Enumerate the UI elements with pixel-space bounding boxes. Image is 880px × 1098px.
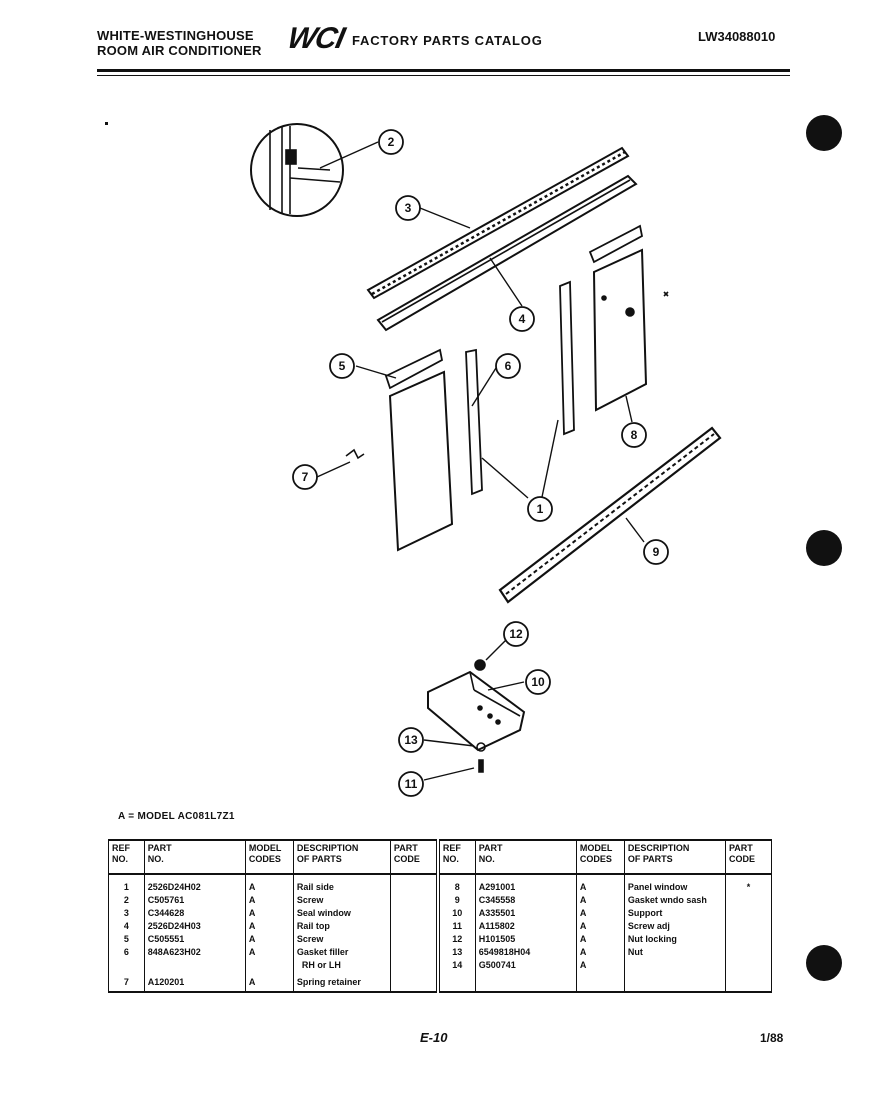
description-cell: Rail side	[293, 874, 390, 894]
description-cell: Gasket filler	[293, 946, 390, 959]
part-code-cell	[390, 972, 438, 992]
description-cell: Screw	[293, 894, 390, 907]
callout-4	[510, 307, 534, 331]
part-code-cell: *	[725, 874, 771, 894]
catalog-title: FACTORY PARTS CATALOG	[352, 33, 543, 48]
table-row	[109, 907, 772, 920]
part-code-cell	[390, 894, 438, 907]
part-code-cell	[390, 907, 438, 920]
svg-text:1: 1	[536, 502, 544, 516]
ref-cell: 12	[438, 933, 475, 946]
svg-text:10: 10	[531, 675, 545, 689]
model-code-cell	[576, 972, 624, 992]
part-code-cell	[725, 907, 771, 920]
ref-cell: 5	[109, 933, 145, 946]
page-number: E-10	[420, 1030, 448, 1045]
col-ref-header-right: REF NO.	[438, 840, 475, 874]
svg-text:12: 12	[509, 627, 523, 641]
table-row	[109, 874, 772, 894]
col-part-header: PART NO.	[144, 840, 245, 874]
model-code-cell: A	[245, 946, 293, 959]
ref-cell: 14	[438, 959, 475, 972]
ref-cell: 7	[109, 972, 145, 992]
part-no-cell: G500741	[475, 959, 576, 972]
wci-logo: WCI	[284, 22, 347, 55]
callout-11	[399, 772, 423, 796]
ref-cell: 3	[109, 907, 145, 920]
part-code-cell	[725, 946, 771, 959]
part-panel-right	[594, 250, 646, 410]
part-screw-adj	[479, 760, 483, 772]
table-row	[109, 972, 772, 992]
svg-text:8: 8	[630, 428, 638, 442]
col-model-header: MODEL CODES	[245, 840, 293, 874]
part-no-cell	[475, 972, 576, 992]
part-no-cell	[144, 959, 245, 972]
col-part-header-right: PART NO.	[475, 840, 576, 874]
svg-text:13: 13	[404, 733, 418, 747]
part-no-cell: A120201	[144, 972, 245, 992]
svg-text:11: 11	[404, 777, 418, 791]
description-cell: Seal window	[293, 907, 390, 920]
description-cell: Nut	[624, 946, 725, 959]
part-code-cell	[725, 959, 771, 972]
part-no-cell: A115802	[475, 920, 576, 933]
part-gasket-filler-right	[590, 226, 642, 262]
col-code-header-right: PART CODE	[725, 840, 771, 874]
svg-text:2: 2	[387, 135, 395, 149]
callout-8	[622, 423, 646, 447]
description-cell	[624, 972, 725, 992]
part-panel-left	[390, 372, 452, 550]
part-code-cell	[390, 933, 438, 946]
description-cell: Support	[624, 907, 725, 920]
brand-line-1: WHITE-WESTINGHOUSE	[97, 28, 254, 43]
model-code-cell	[245, 959, 293, 972]
model-code-cell: A	[245, 874, 293, 894]
description-cell	[624, 959, 725, 972]
part-no-cell: C344628	[144, 907, 245, 920]
parts-table	[108, 839, 772, 993]
part-code-cell	[725, 920, 771, 933]
svg-text:4: 4	[518, 312, 526, 326]
part-rail-side-left	[466, 350, 482, 494]
model-code-cell: A	[245, 972, 293, 992]
model-code-cell: A	[245, 920, 293, 933]
part-gasket-filler-left	[386, 350, 442, 388]
description-cell: Nut locking	[624, 933, 725, 946]
callout-7	[293, 465, 317, 489]
part-spring-retainer	[346, 450, 364, 458]
ref-cell: 13	[438, 946, 475, 959]
description-cell: Panel window	[624, 874, 725, 894]
part-support-bracket	[428, 672, 524, 750]
part-no-cell: 2526D24H02	[144, 874, 245, 894]
description-cell: Gasket wndo sash	[624, 894, 725, 907]
description-cell: Screw adj	[624, 920, 725, 933]
model-code-cell: A	[576, 933, 624, 946]
ref-cell	[438, 972, 475, 992]
col-model-header-right: MODEL CODES	[576, 840, 624, 874]
ref-cell: 6	[109, 946, 145, 959]
part-no-cell: 6549818H04	[475, 946, 576, 959]
part-rail-side-right	[560, 282, 574, 434]
col-ref-header: REF NO.	[109, 840, 145, 874]
ref-cell: 8	[438, 874, 475, 894]
part-seal-window	[368, 148, 628, 298]
model-code-cell: A	[245, 933, 293, 946]
description-cell: Screw	[293, 933, 390, 946]
callout-1	[528, 497, 552, 521]
ref-cell: 4	[109, 920, 145, 933]
ref-cell: 10	[438, 907, 475, 920]
model-code-cell: A	[576, 959, 624, 972]
callout-9	[644, 540, 668, 564]
part-nut-locking	[475, 660, 485, 670]
catalog-id: LW34088010	[698, 29, 776, 44]
ref-cell	[109, 959, 145, 972]
model-code-cell: A	[576, 874, 624, 894]
part-no-cell: A291001	[475, 874, 576, 894]
part-no-cell: 848A623H02	[144, 946, 245, 959]
svg-text:3: 3	[404, 201, 412, 215]
callout-2	[379, 130, 403, 154]
description-cell: Spring retainer	[293, 972, 390, 992]
svg-text:6: 6	[504, 359, 512, 373]
description-cell: RH or LH	[293, 959, 390, 972]
part-no-cell: C345558	[475, 894, 576, 907]
model-code-cell: A	[245, 907, 293, 920]
ref-cell: 9	[438, 894, 475, 907]
ref-cell: 11	[438, 920, 475, 933]
table-row	[109, 946, 772, 959]
part-code-cell	[390, 920, 438, 933]
catalog-date: 1/88	[760, 1031, 784, 1045]
model-code-cell: A	[245, 894, 293, 907]
part-code-cell	[390, 946, 438, 959]
svg-text:9: 9	[652, 545, 660, 559]
part-code-cell	[725, 933, 771, 946]
callout-6	[496, 354, 520, 378]
model-legend: A = MODEL AC081L7Z1	[118, 811, 235, 822]
callout-3	[396, 196, 420, 220]
table-row	[109, 894, 772, 907]
model-code-cell: A	[576, 894, 624, 907]
svg-text:7: 7	[301, 470, 309, 484]
ref-cell: 2	[109, 894, 145, 907]
part-no-cell: C505551	[144, 933, 245, 946]
callout-12	[504, 622, 528, 646]
part-code-cell	[725, 894, 771, 907]
part-no-cell: A335501	[475, 907, 576, 920]
callout-13	[399, 728, 423, 752]
part-no-cell: H101505	[475, 933, 576, 946]
table-row	[109, 920, 772, 933]
table-row	[109, 933, 772, 946]
part-no-cell: C505761	[144, 894, 245, 907]
part-code-cell	[390, 959, 438, 972]
brand-line-2: ROOM AIR CONDITIONER	[97, 43, 262, 58]
window-corner-detail	[251, 124, 343, 216]
model-code-cell: A	[576, 946, 624, 959]
svg-text:5: 5	[338, 359, 346, 373]
model-code-cell: A	[576, 907, 624, 920]
part-code-cell	[725, 972, 771, 992]
col-code-header: PART CODE	[390, 840, 438, 874]
parts-table-header	[109, 840, 772, 874]
callout-10	[526, 670, 550, 694]
description-cell: Rail top	[293, 920, 390, 933]
table-row	[109, 959, 772, 972]
col-desc-header-right: DESCRIPTION OF PARTS	[624, 840, 725, 874]
col-desc-header: DESCRIPTION OF PARTS	[293, 840, 390, 874]
ref-cell: 1	[109, 874, 145, 894]
callout-5	[330, 354, 354, 378]
part-no-cell: 2526D24H03	[144, 920, 245, 933]
part-code-cell	[390, 874, 438, 894]
model-code-cell: A	[576, 920, 624, 933]
